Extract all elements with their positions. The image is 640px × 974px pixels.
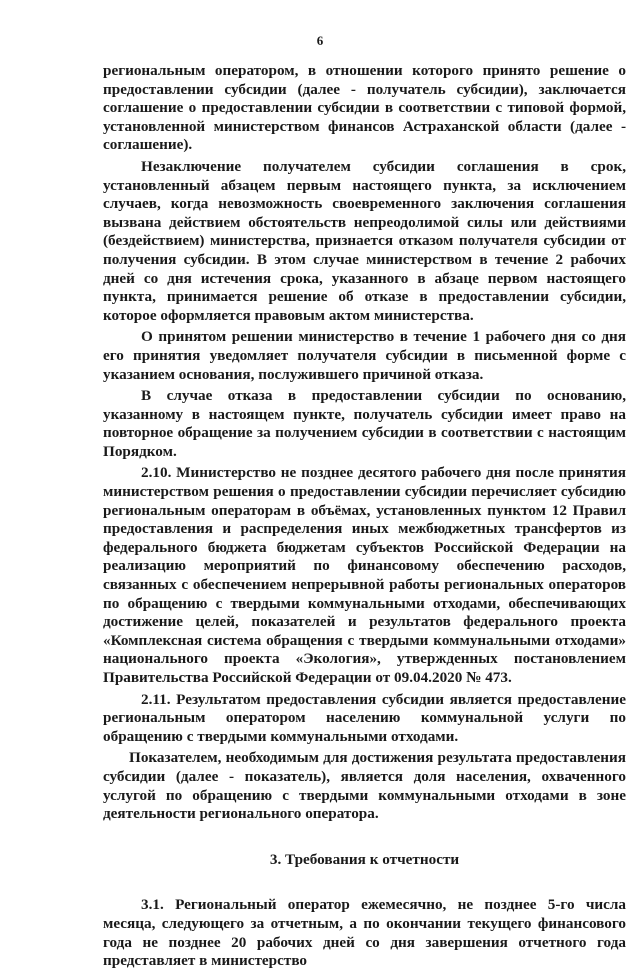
paragraph: О принятом решении министерство в течение 1 рабочего дня со дня его принятия уведомляет получателя субсидии в письменной форме с указанием основания, послужившего причиной отказа. xyxy=(103,328,626,383)
paragraph: 3.1. Региональный оператор ежемесячно, не позднее 5-го числа месяца, следующего за отчетным, а по окончании текущего финансового года не позднее 20 рабочих дней со дня завершения отчетного года представляет в министерство xyxy=(103,896,626,970)
page-number: 6 xyxy=(316,33,324,48)
paragraph: 2.10. Министерство не позднее десятого рабочего дня после принятия министерством решения о предоставлении субсидии перечисляет субсидию региональным операторам в объёмах, установленных пунктом 12 Правил предоставления и распределения иных межбюджетных трансфертов из федерального бюджета бюджетам субъектов Российской Федерации на реализацию мероприятий по финансовому обеспечению расходов, связанных с обеспечением непрерывной работы региональных операторов по обращению с твердыми коммунальными отходами, обеспечивающих достижение целей, показателей и результатов федерального проекта «Комплексная система обращения с твердыми коммунальными отходами» национального проекта «Экология», утвержденных постановлением Правительства Российской Федерации от 09.04.2020 № 473. xyxy=(103,464,626,686)
paragraph: Показателем, необходимым для достижения результата предоставления субсидии (далее - показатель), является доля населения, охваченного услугой по обращению с твердыми коммунальными отходами в зоне деятельности регионального оператора. xyxy=(103,749,626,823)
document-body xyxy=(103,62,626,974)
paragraph: 2.11. Результатом предоставления субсидии является предоставление региональным оператором населению коммунальной услуги по обращению с твердыми коммунальными отходами. xyxy=(103,690,626,745)
section-heading: 3. Требования к отчетности xyxy=(269,850,460,868)
paragraph: В случае отказа в предоставлении субсидии по основанию, указанному в настоящем пункте, получатель субсидии имеет право на повторное обращение за получением субсидии в соответствии с настоящим Порядком. xyxy=(103,387,626,460)
paragraph: Незаключение получателем субсидии соглашения в срок, установленный абзацем первым настоящего пункта, за исключением случаев, когда невозможность своевременного заключения соглашения вызвана действием обстоятельств непреодолимой силы или действиями (бездействием) министерства, признается отказом получателя субсидии от получения субсидии. В этом случае министерством в течение 2 рабочих дней со дня истечения срока, указанного в абзаце первом настоящего пункта, принимается решение об отказе в предоставлении субсидии, которое оформляется правовым актом министерства. xyxy=(103,157,626,324)
paragraph: региональным оператором, в отношении которого принято решение о предоставлении субсидии (далее - получатель субсидии), заключается соглашение о предоставлении субсидии в соответствии с типовой формой, установленной министерством финансов Астраханской области (далее - соглашение). xyxy=(103,62,626,154)
